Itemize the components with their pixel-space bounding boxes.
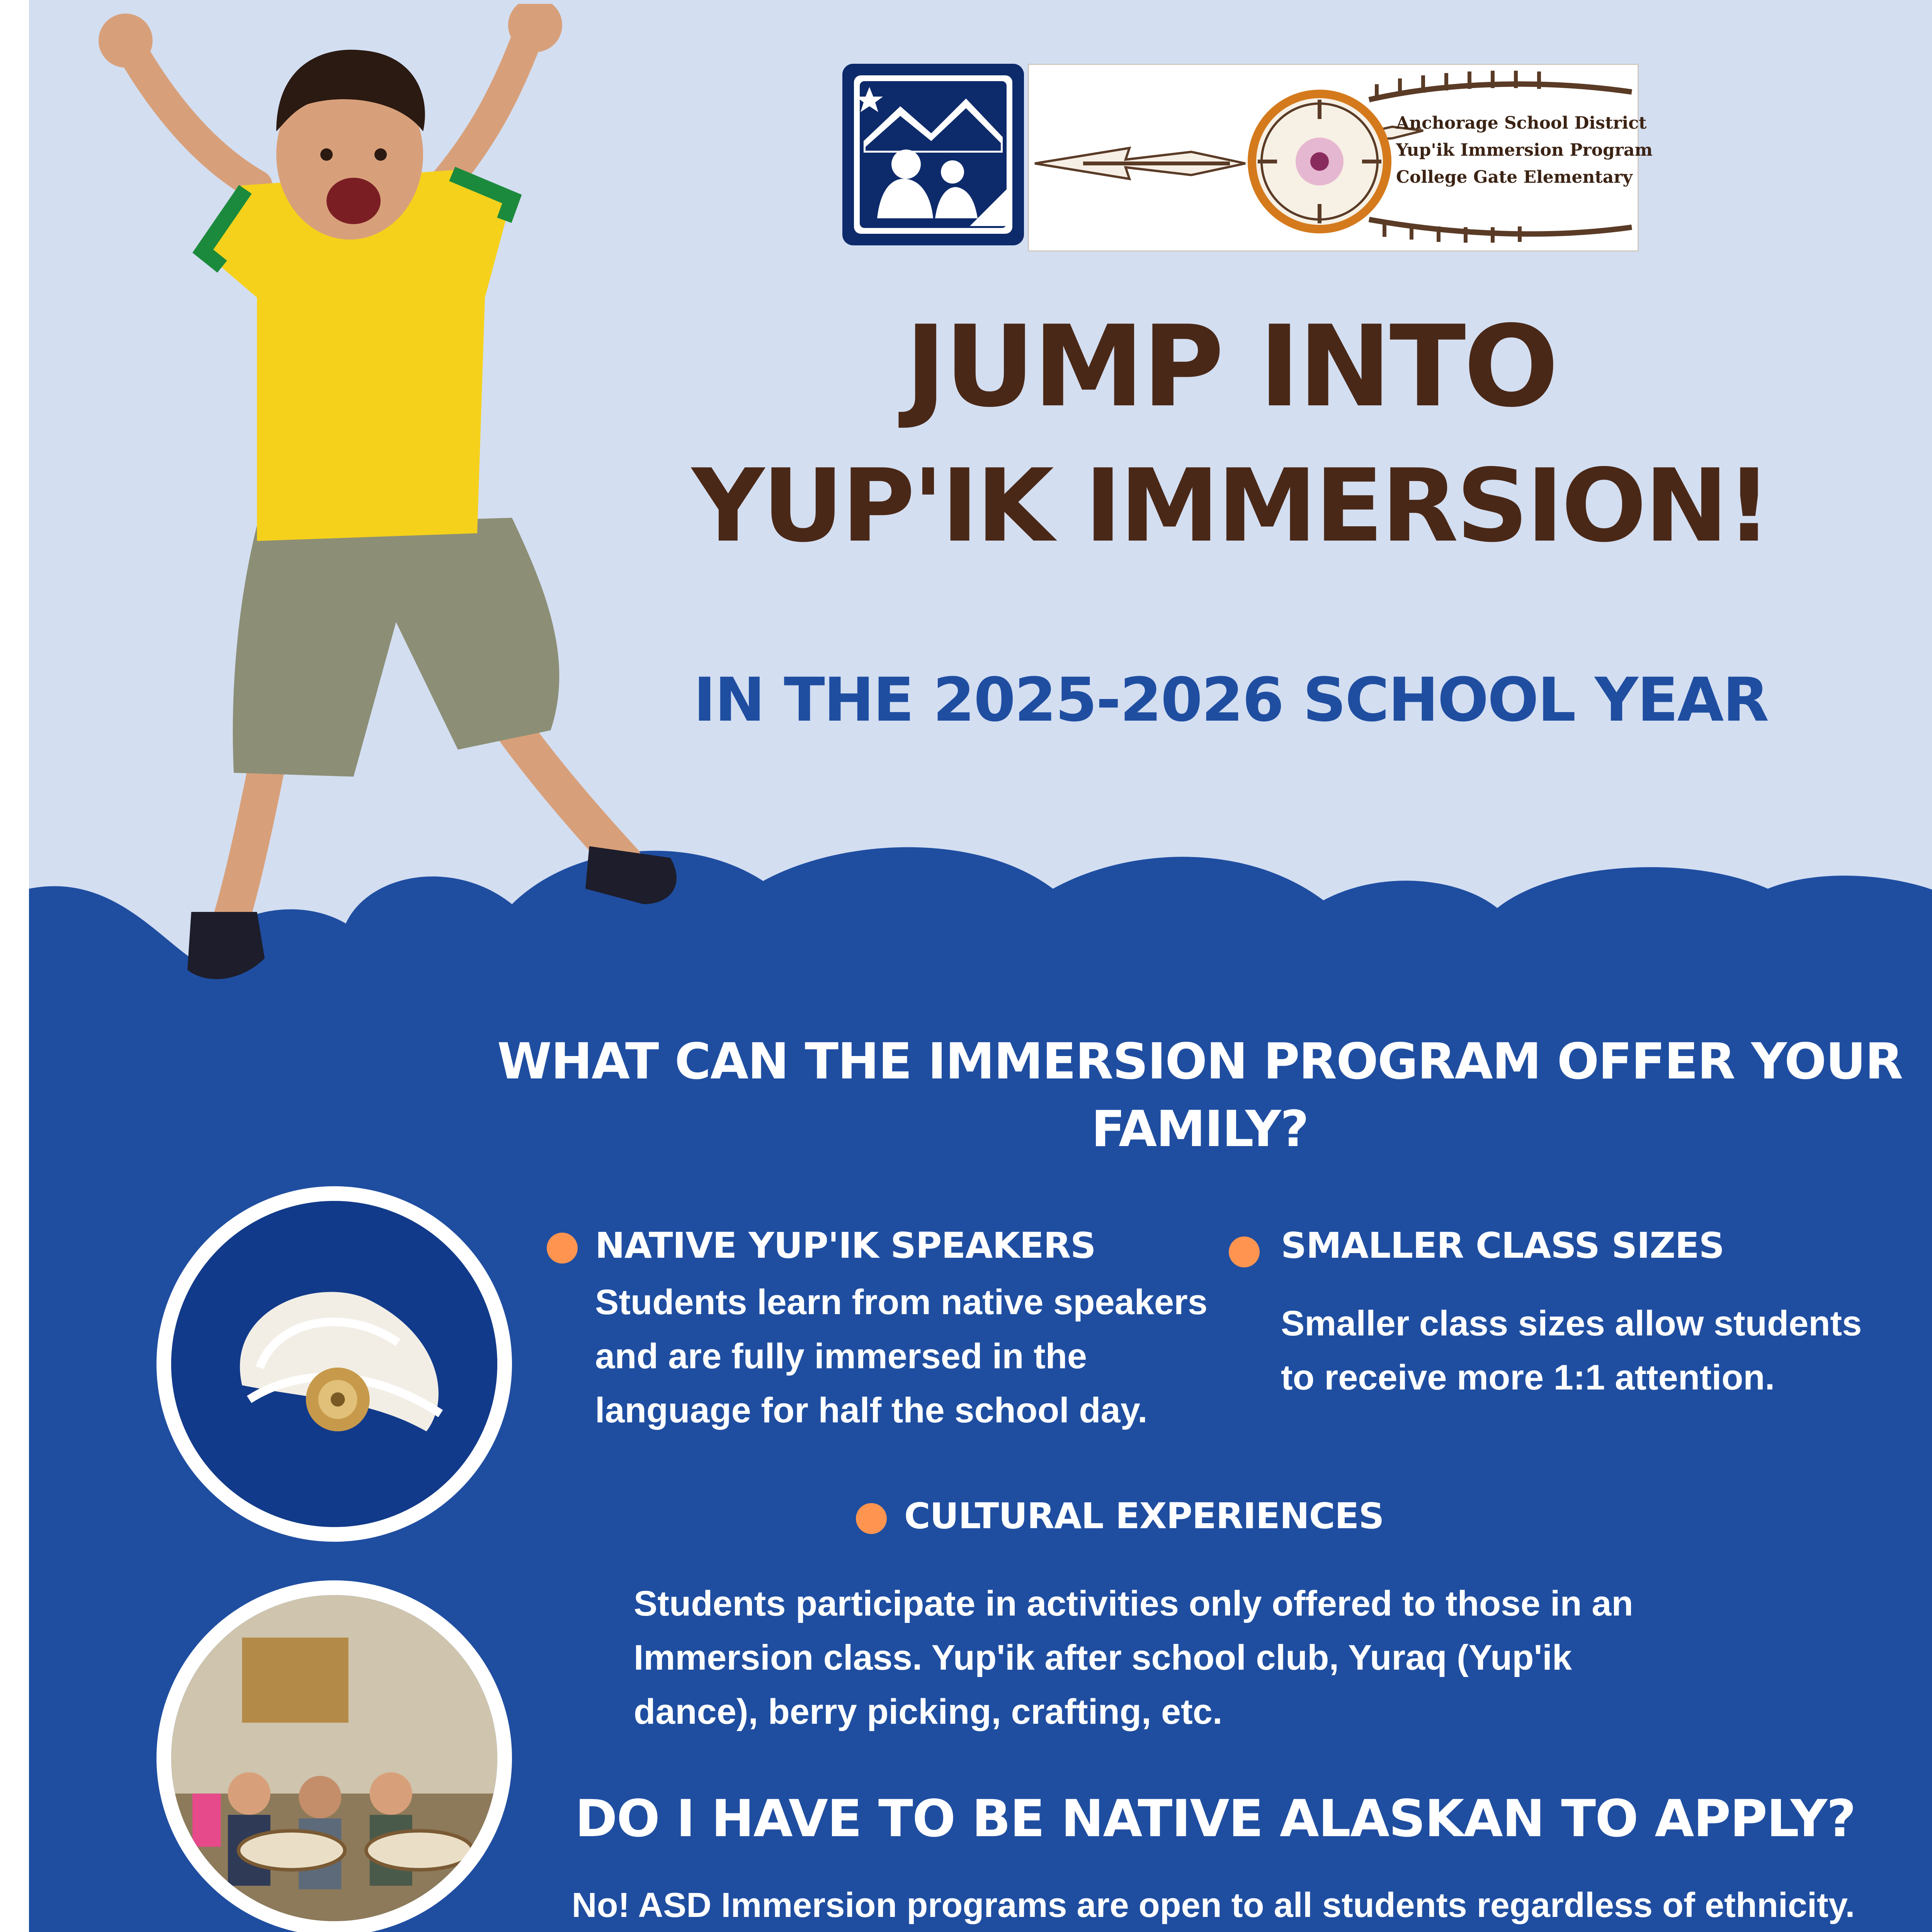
feature-body-native-speakers: Students learn from native speakers and are fully immersed in the language for half the school day. bbox=[595, 1282, 1208, 1430]
faq-question: DO I HAVE TO BE NATIVE ALASKAN TO APPLY? bbox=[575, 1789, 1855, 1849]
bullet-dot-3 bbox=[856, 1503, 887, 1534]
headline-line-1: JUMP INTO bbox=[905, 302, 1557, 432]
yupik-program-logo bbox=[1028, 64, 1653, 252]
feature-heading-native-speakers: NATIVE YUP'IK SPEAKERS bbox=[595, 1225, 1096, 1266]
feature-heading-cultural: CULTURAL EXPERIENCES bbox=[904, 1495, 1384, 1537]
offer-title: WHAT CAN THE IMMERSION PROGRAM OFFER YOUR FAMILY? bbox=[497, 1033, 1903, 1158]
logo-line-3: College Gate Elementary bbox=[1396, 167, 1633, 187]
flyer bbox=[29, 0, 1932, 1932]
bullet-dot-1 bbox=[547, 1233, 578, 1264]
logo-line-1: Anchorage School District bbox=[1396, 113, 1647, 133]
logo-line-2: Yup'ik Immersion Program bbox=[1396, 140, 1653, 160]
feature-heading-class-sizes: SMALLER CLASS SIZES bbox=[1281, 1225, 1725, 1266]
fur-headdress-photo bbox=[156, 1186, 512, 1542]
bullet-dot-2 bbox=[1229, 1236, 1260, 1267]
headline-line-2: YUP'IK IMMERSION! bbox=[692, 448, 1770, 565]
school-year-subtitle: IN THE 2025-2026 SCHOOL YEAR bbox=[693, 665, 1768, 735]
feature-body-cultural: Students participate in activities only offered to those in an Immersion class. Yup'ik after school club, Yuraq (Yup'ik dance), berry picking, crafting, etc. bbox=[634, 1584, 1633, 1731]
faq-answer: No! ASD Immersion programs are open to all students regardless of ethnicity. bbox=[571, 1886, 1855, 1925]
asd-logo bbox=[842, 64, 1024, 245]
drum-class-photo bbox=[156, 1580, 512, 1932]
feature-body-class-sizes: Smaller class sizes allow students to receive more 1:1 attention. bbox=[1281, 1304, 1862, 1397]
